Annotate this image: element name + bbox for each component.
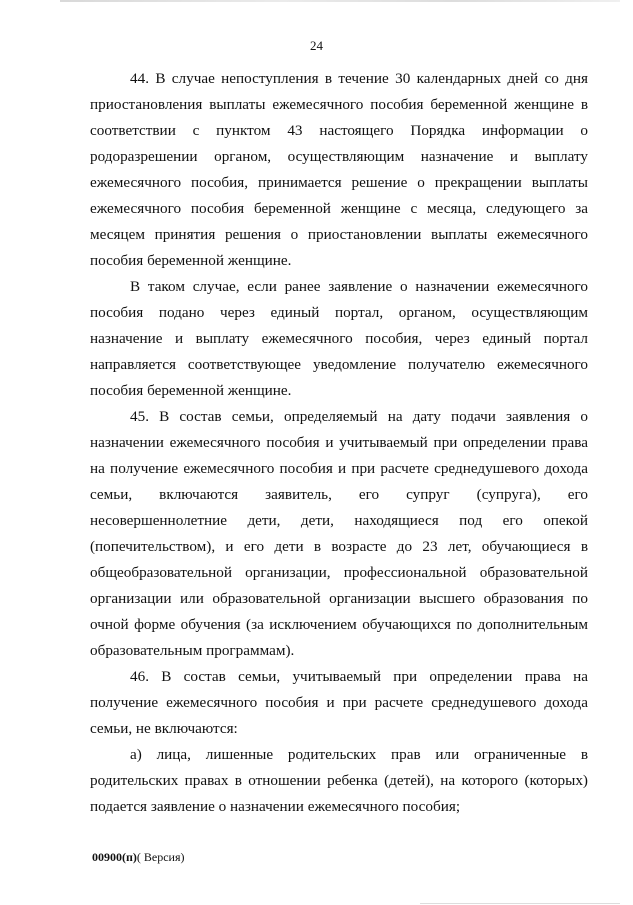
scan-edge-bottom [420, 903, 620, 904]
paragraph-44-portal: В таком случае, если ранее заявление о назначении ежемесячного пособия подано через единый портал, органом, осуществляющим назначение и выплату ежемесячного пособия, через единый портал направляется соответствующее уведомление получателю ежемесячного пособия беременной женщине. [90, 278, 588, 399]
document-footer [92, 850, 185, 865]
page-number: 24 [310, 38, 323, 53]
paragraph-46: 46. В состав семьи, учитываемый при определении права на получение ежемесячного пособия и при расчете среднедушевого дохода семьи, не включаются: [90, 668, 588, 737]
paragraph-44: 44. В случае непоступления в течение 30 календарных дней со дня приостановления выплаты ежемесячного пособия беременной женщине в соответствии с пунктом 43 настоящего Порядка информации о родоразрешении органом, осуществляющим назначение и выплату ежемесячного пособия, принимается решение о прекращении выплаты ежемесячного пособия беременной женщине с месяца, следующего за месяцем принятия решения о приостановлении выплаты ежемесячного пособия беременной женщине. [90, 70, 588, 269]
document-version: ( Версия) [136, 850, 185, 864]
document-code: 00900(п) [92, 850, 137, 864]
document-body [90, 66, 588, 820]
scan-edge-top [60, 0, 620, 2]
paragraph-45: 45. В состав семьи, определяемый на дату подачи заявления о назначении ежемесячного пособия и учитываемый при определении права на получение ежемесячного пособия и при расчете среднедушевого дохода семьи, включаются заявитель, его супруг (супруга), его несовершеннолетние дети, дети, находящиеся под его опекой (попечительством), и его дети в возрасте до 23 лет, обучающиеся в общеобразовательной организации, профессиональной образовательной организации или образовательной организации высшего образования по очной форме обучения (за исключением обучающихся по дополнительным образовательным программам). [90, 408, 588, 659]
paragraph-46-a: а) лица, лишенные родительских прав или ограниченные в родительских правах в отношении ребенка (детей), на которого (которых) подается заявление о назначении ежемесячного пособия; [90, 746, 588, 815]
